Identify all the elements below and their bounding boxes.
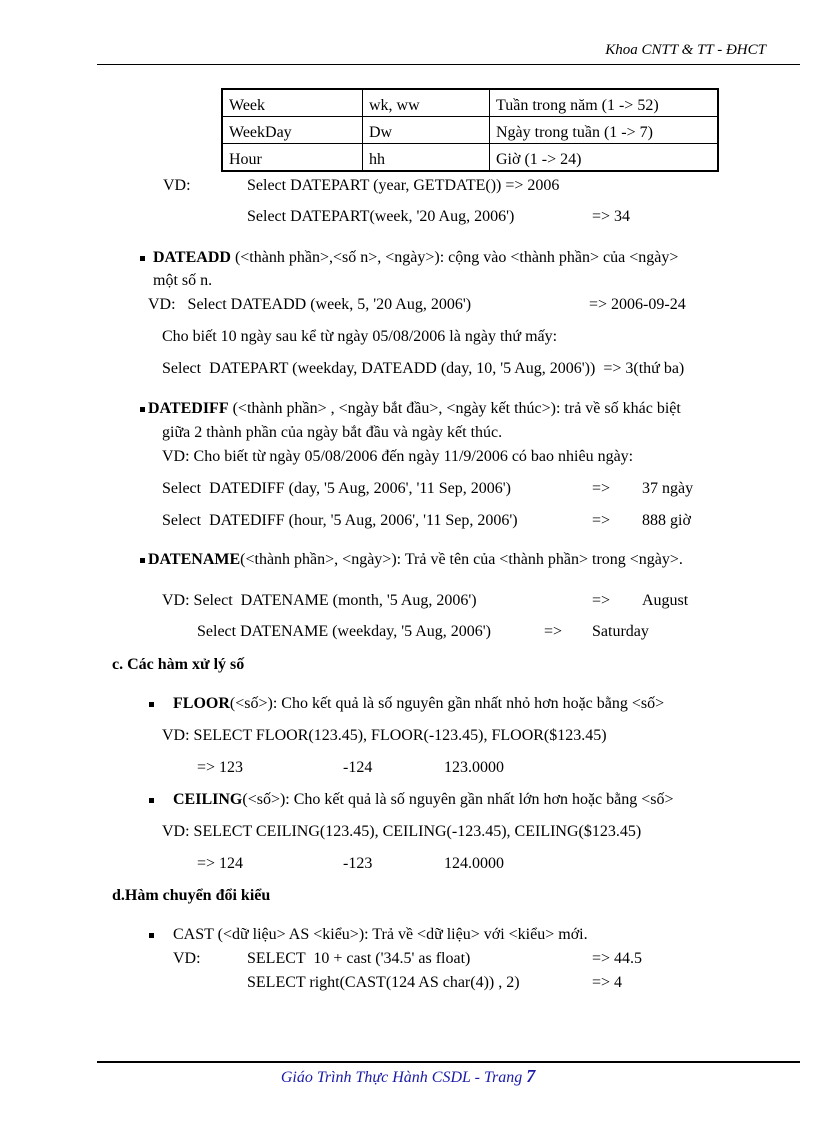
- example-result: Saturday: [592, 623, 649, 640]
- bullet-icon: [149, 933, 154, 938]
- function-desc-text: (<thành phần>, <ngày>): Trả về tên của <thành phần> trong <ngày>.: [240, 551, 683, 568]
- example-line: Select DATENAME (weekday, '5 Aug, 2006'): [197, 623, 491, 640]
- example-result: 888 giờ: [642, 512, 691, 529]
- table-row: [222, 89, 718, 117]
- function-name: CEILING: [173, 791, 243, 808]
- example-result: => 2006-09-24: [589, 296, 686, 313]
- section-heading: d.Hàm chuyển đổi kiểu: [112, 887, 271, 904]
- footer-text: Giáo Trình Thực Hành CSDL - Trang: [280, 1069, 523, 1086]
- example-result: => 123: [197, 759, 244, 776]
- table-row: [222, 117, 718, 144]
- table-cell: Hour: [222, 144, 363, 172]
- bullet-icon: [149, 702, 154, 707]
- example-result: => 44.5: [592, 950, 643, 967]
- example-line: Select DATEDIFF (day, '5 Aug, 2006', '11 Sep, 2006'): [162, 480, 511, 497]
- function-name: FLOOR: [173, 695, 230, 712]
- function-desc-text: (<thành phần> , <ngày bắt đầu>, <ngày kết thúc>): trả về số khác biệt: [228, 400, 681, 417]
- example-line: Select DATEPART(week, '20 Aug, 2006'): [247, 208, 515, 225]
- page-header: Khoa CNTT & TT - ĐHCT: [605, 42, 766, 58]
- vd-label: VD:: [173, 950, 201, 967]
- example-result: -124: [343, 759, 373, 776]
- page-footer: [0, 1067, 816, 1086]
- function-desc-text: (<số>): Cho kết quả là số nguyên gần nhất nhỏ hơn hoặc bằng <số>: [229, 695, 665, 712]
- bullet-icon: [140, 256, 145, 261]
- function-desc: [148, 552, 683, 568]
- datepart-units-table: [221, 88, 719, 172]
- bullet-icon: [140, 407, 145, 412]
- table-cell: Dw: [363, 117, 490, 144]
- example-line: VD: Cho biết từ ngày 05/08/2006 đến ngày 11/9/2006 có bao nhiêu ngày:: [162, 448, 634, 465]
- example-line: VD: SELECT FLOOR(123.45), FLOOR(-123.45), FLOOR($123.45): [162, 727, 607, 744]
- example-line: VD: SELECT CEILING(123.45), CEILING(-123.45), CEILING($123.45): [162, 823, 642, 840]
- function-desc: [173, 792, 674, 808]
- page-number: 7: [526, 1066, 536, 1086]
- example-line: SELECT right(CAST(124 AS char(4)) , 2): [247, 974, 520, 991]
- footer-rule: [97, 1061, 800, 1063]
- section-heading: c. Các hàm xử lý số: [112, 656, 245, 673]
- function-name: DATENAME: [148, 551, 241, 568]
- table-cell: hh: [363, 144, 490, 172]
- example-line: Select DATEPART (year, GETDATE()) => 2006: [247, 177, 560, 194]
- table-row: [222, 144, 718, 172]
- table-cell: wk, ww: [363, 89, 490, 117]
- table-cell: Tuần trong năm (1 -> 52): [490, 89, 719, 117]
- function-desc-cont: một số n.: [153, 272, 213, 289]
- example-arrow: =>: [592, 512, 611, 529]
- table-cell: Ngày trong tuần (1 -> 7): [490, 117, 719, 144]
- function-name: DATEDIFF: [148, 400, 229, 417]
- table-cell: WeekDay: [222, 117, 363, 144]
- function-desc-text: (<số>): Cho kết quả là số nguyên gần nhất lớn hơn hoặc bằng <số>: [242, 791, 674, 808]
- example-line: Select DATEDIFF (hour, '5 Aug, 2006', '11 Sep, 2006'): [162, 512, 518, 529]
- function-desc: [173, 696, 664, 712]
- bullet-icon: [140, 558, 145, 563]
- example-result: => 4: [592, 974, 623, 991]
- bullet-icon: [149, 798, 154, 803]
- function-desc-cont: giữa 2 thành phần của ngày bắt đầu và ngày kết thúc.: [162, 424, 503, 441]
- example-arrow: =>: [592, 480, 611, 497]
- function-desc-text: (<thành phần>,<số n>, <ngày>): cộng vào <thành phần> của <ngày>: [230, 249, 679, 266]
- example-result: 123.0000: [444, 759, 504, 776]
- example-result: August: [642, 592, 689, 609]
- note-line: Cho biết 10 ngày sau kể từ ngày 05/08/2006 là ngày thứ mấy:: [162, 328, 558, 345]
- example-result: 37 ngày: [642, 480, 694, 497]
- header-rule: [97, 64, 800, 65]
- example-result: -123: [343, 855, 373, 872]
- example-arrow: =>: [544, 623, 563, 640]
- vd-label: VD:: [163, 177, 191, 194]
- example-line: Select DATEPART (weekday, DATEADD (day, 10, '5 Aug, 2006')) => 3(thứ ba): [162, 360, 685, 377]
- function-desc: [153, 250, 678, 266]
- table-cell: Giờ (1 -> 24): [490, 144, 719, 172]
- example-line: VD: Select DATENAME (month, '5 Aug, 2006'): [162, 592, 477, 609]
- example-result: 124.0000: [444, 855, 504, 872]
- function-desc: [148, 401, 681, 417]
- example-line: VD: Select DATEADD (week, 5, '20 Aug, 2006'): [148, 296, 472, 313]
- example-result: => 124: [197, 855, 244, 872]
- table-cell: Week: [222, 89, 363, 117]
- example-result: => 34: [592, 208, 631, 225]
- example-line: SELECT 10 + cast ('34.5' as float): [247, 950, 471, 967]
- function-desc: CAST (<dữ liệu> AS <kiểu>): Trả về <dữ liệu> với <kiểu> mới.: [173, 926, 588, 943]
- example-arrow: =>: [592, 592, 611, 609]
- function-name: DATEADD: [153, 249, 231, 266]
